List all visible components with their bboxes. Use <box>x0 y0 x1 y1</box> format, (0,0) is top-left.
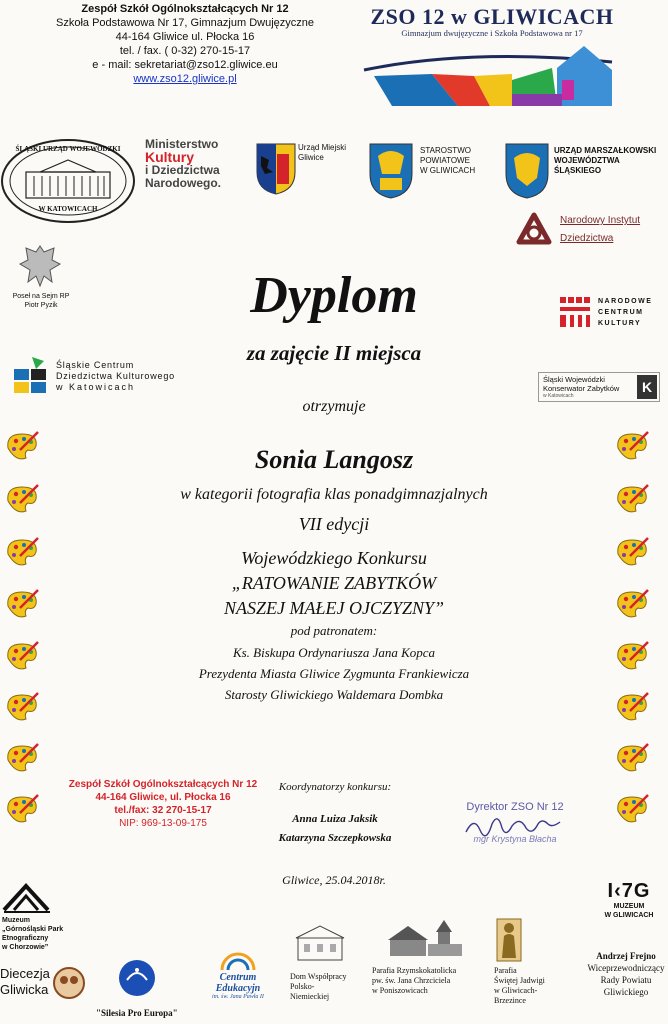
coordinators-block <box>250 780 420 845</box>
parafia-poniszowice-church-icon <box>378 918 468 958</box>
scdk-line-2: Dziedzictwa Kulturowego <box>56 371 175 381</box>
muzeum-gliwice-mark-icon: I‹7G <box>607 880 651 902</box>
centrum-edukacyjne-label <box>200 972 276 1000</box>
muzeum-gpe-line-2: „Górnośląski Park <box>2 926 64 933</box>
diploma-patron-1: Ks. Biskupa Ordynariusza Jana Kopca <box>232 645 436 660</box>
centrum-edukacyjne-line-1: Centrum Edukacyjn <box>215 972 261 994</box>
urzad-miejski-line-1: Urząd Miejski <box>298 143 347 152</box>
coordinator-name-2: Katarzyna Szczepkowska <box>278 832 392 844</box>
diploma-contest-name-1: „RATOWANIE ZABYTKÓW <box>231 573 437 593</box>
parafia-poniszowice-line-2: pw. św. Jana Chrzciciela <box>372 976 451 985</box>
palette-icon <box>4 793 40 825</box>
school-header <box>50 2 320 86</box>
parafia-jadwiga-line-4: Brzezince <box>494 996 526 1005</box>
muzeum-gpe-line-1: Muzeum <box>2 917 30 924</box>
palette-icon <box>614 640 650 672</box>
diecezja-line-2: Gliwicka <box>0 982 49 997</box>
nck-line-3: KULTURY <box>598 320 642 327</box>
gliwice-crest-icon <box>255 142 297 196</box>
diecezja-crest-icon <box>52 966 86 1000</box>
palette-icon <box>4 640 40 672</box>
palette-icon <box>4 588 40 620</box>
palette-icon <box>4 691 40 723</box>
palette-icon <box>4 536 40 568</box>
frejno-line-3: Rady Powiatu <box>600 975 652 985</box>
palette-icon <box>4 430 40 462</box>
diploma-contest: Wojewódzkiego Konkursu <box>241 548 427 568</box>
stamp-line-2: 44-164 Gliwice, ul. Płocka 16 <box>95 792 231 803</box>
parafia-jadwiga-figure-icon <box>496 918 522 962</box>
marszalek-crest-icon <box>504 142 550 200</box>
zso12-building-icon <box>362 40 622 112</box>
school-website-link[interactable]: www.zso12.gliwice.pl <box>133 73 237 85</box>
palette-icon <box>614 588 650 620</box>
marszalek-line-3: ŚLĄSKIEGO <box>554 166 602 175</box>
frejno-line-1: Andrzej Frejno <box>596 951 656 961</box>
muzeum-gliwice-logo <box>596 880 662 920</box>
urzad-miejski-label <box>298 143 346 163</box>
stamp-line-1: Zespół Szkół Ogólnokształcących Nr 12 <box>68 779 258 790</box>
school-phone: tel. / fax. ( 0-32) 270-15-17 <box>119 45 251 57</box>
muzeum-gpe-line-4: w Chorzowie” <box>2 944 49 951</box>
frejno-line-4: Gliwickiego <box>603 987 649 997</box>
posel-line-1: Poseł na Sejm RP <box>12 293 70 300</box>
nck-line-1: NARODOWE <box>598 298 653 305</box>
school-stamp <box>58 778 268 830</box>
slaski-urzad-bottom: W KATOWICACH <box>38 205 98 213</box>
starostwo-line-2: POWIATOWE <box>420 156 470 165</box>
parafia-jadwiga-line-1: Parafia <box>494 966 517 975</box>
frejno-line-2: Wiceprzewodniczący <box>587 963 665 973</box>
diploma-title: Dyplom <box>250 267 418 324</box>
zso12-logo-sub: Gimnazjum dwujęzyczne i Szkoła Podstawowa nr 17 <box>401 28 583 38</box>
diploma-patron-2: Prezydenta Miasta Gliwice Zygmunta Frankiewicza <box>198 666 470 681</box>
nid-line-2: Dziedzictwa <box>560 233 614 244</box>
ministerstwo-line-1: Ministerstwo <box>145 137 219 151</box>
parafia-jadwiga-label <box>494 966 545 1006</box>
nid-line-1: Narodowy Instytut <box>560 215 641 226</box>
nck-line-2: CENTRUM <box>598 309 644 316</box>
muzeum-gliwice-line-2: W GLIWICACH <box>604 912 654 919</box>
coordinators-label: Koordynatorzy konkursu: <box>278 781 392 793</box>
ministerstwo-logo <box>145 138 241 190</box>
starostwo-crest-icon <box>368 142 414 200</box>
slaski-urzad-logo <box>0 138 136 224</box>
school-address: 44-164 Gliwice ul. Płocka 16 <box>115 31 255 43</box>
marszalek-line-1: URZĄD MARSZAŁKOWSKI <box>554 146 657 155</box>
nid-knot-icon <box>516 212 552 248</box>
dom-wspolpracy-line-2: Polsko- <box>290 982 315 991</box>
palette-icon <box>614 793 650 825</box>
stamp-line-3: tel./fax: 32 270-15-17 <box>114 805 212 816</box>
starostwo-line-1: STAROSTWO <box>420 146 471 155</box>
swkz-line-3: w Katowicach <box>543 393 574 399</box>
diploma-patronage: pod patronatem: <box>290 623 378 638</box>
scdk-line-3: w Katowicach <box>56 382 136 392</box>
director-name: mgr Krystyna Błacha <box>473 834 557 844</box>
urzad-miejski-line-2: Gliwice <box>298 153 324 162</box>
diecezja-label <box>0 966 50 998</box>
diecezja-line-1: Diecezja <box>0 966 50 981</box>
muzeum-gpe-label <box>2 916 63 952</box>
parafia-poniszowice-line-3: w Poniszowicach <box>372 986 428 995</box>
school-name: Zespół Szkół Ogólnokształcących Nr 12 <box>81 3 289 15</box>
centrum-edukacyjne-sun-icon <box>218 950 258 972</box>
zso12-logo <box>362 4 622 112</box>
swkz-line-1: Śląski Wojewódzki <box>543 375 605 384</box>
diploma-contest-name-2: NASZEJ MAŁEJ OJCZYZNY” <box>223 598 445 618</box>
swkz-k-icon: K <box>637 375 657 399</box>
starostwo-line-3: W GLIWICACH <box>420 166 476 175</box>
palette-icon <box>614 742 650 774</box>
dom-wspolpracy-label <box>290 972 347 1002</box>
zso12-logo-title: ZSO 12 w GLIWICACH <box>370 4 614 29</box>
palette-icon <box>4 742 40 774</box>
swkz-line-2: Konserwator Zabytków <box>543 384 620 393</box>
scdk-line-1: Śląskie Centrum <box>56 360 135 370</box>
dom-wspolpracy-line-1: Dom Współpracy <box>290 972 347 981</box>
palette-icon <box>614 536 650 568</box>
ministerstwo-line-2: Kultury <box>145 149 194 165</box>
ministerstwo-line-3: i Dziedzictwa <box>145 163 220 177</box>
silesia-pro-europa-label: "Silesia Pro Europa" <box>96 1008 178 1018</box>
parafia-jadwiga-line-3: w Gliwicach- <box>494 986 538 995</box>
palette-icon <box>4 483 40 515</box>
palette-icon <box>614 430 650 462</box>
coordinator-name-1: Anna Luiza Jaksik <box>292 813 378 825</box>
palette-icon <box>614 691 650 723</box>
date-place: Gliwice, 25.04.2018r. <box>282 873 386 887</box>
diploma-receives: otrzymuje <box>302 398 366 415</box>
diploma-place: za zajęcie II miejsca <box>246 341 422 365</box>
nid-label <box>560 212 640 248</box>
muzeum-gpe-line-3: Etnograficzny <box>2 935 49 942</box>
dom-wspolpracy-drawing-icon <box>292 922 348 966</box>
diploma-edition: VII edycji <box>298 514 370 534</box>
school-sub: Szkoła Podstawowa Nr 17, Gimnazjum Dwujęzyczne <box>56 17 314 29</box>
palette-icon <box>614 483 650 515</box>
muzeum-gpe-icon <box>2 882 52 914</box>
marszalek-label <box>554 146 656 176</box>
posel-line-2: Piotr Pyzik <box>24 302 58 309</box>
ministerstwo-line-4: Narodowego. <box>145 176 222 190</box>
starostwo-label <box>420 146 475 176</box>
frejno-label <box>584 950 668 998</box>
parafia-jadwiga-line-2: Świętej Jadwigi <box>494 976 545 985</box>
dom-wspolpracy-line-3: Niemieckiej <box>290 992 330 1001</box>
director-label: Dyrektor ZSO Nr 12 <box>466 801 564 813</box>
school-email: e - mail: sekretariat@zso12.gliwice.eu <box>92 59 278 71</box>
centrum-edukacyjne-line-2: im. św. Jana Pawła II <box>212 994 264 1000</box>
silesia-pro-europa-icon <box>117 958 157 998</box>
diploma-recipient: Sonia Langosz <box>254 445 414 474</box>
stamp-line-4: NIP: 969-13-09-175 <box>119 818 207 829</box>
parafia-poniszowice-line-1: Parafia Rzymskokatolicka <box>372 966 457 975</box>
diploma-category: w kategorii fotografia klas ponadgimnazjalnych <box>180 486 488 503</box>
muzeum-gliwice-line-1: MUZEUM <box>613 903 645 910</box>
diploma-patron-3: Starosty Gliwickiego Waldemara Dombka <box>224 687 444 702</box>
slaski-urzad-top: ŚLĄSKI URZĄD WOJEWÓDZKI <box>15 145 121 153</box>
parafia-poniszowice-label <box>372 966 456 996</box>
director-block <box>440 800 590 845</box>
marszalek-line-2: WOJEWÓDZTWA <box>554 156 620 165</box>
